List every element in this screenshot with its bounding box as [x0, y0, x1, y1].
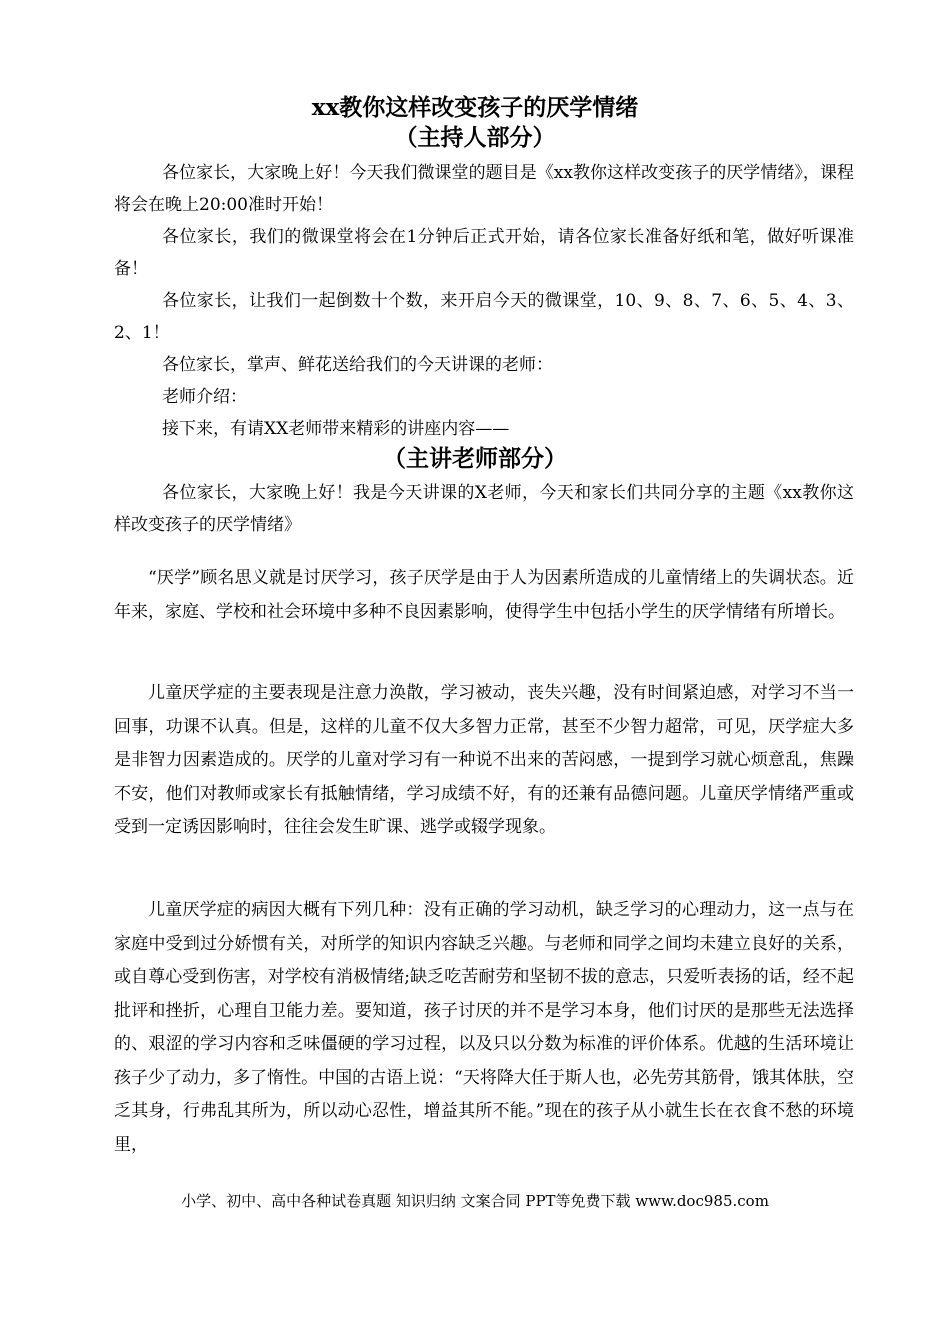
- document-title: xx教你这样改变孩子的厌学情绪: [311, 94, 639, 121]
- body-paragraph: 儿童厌学症的病因大概有下列几种：没有正确的学习动机，缺乏学习的心理动力，这一点与在家庭中受到过分娇惯有关，对所学的知识内容缺乏兴趣。与老师和同学之间均未建立良好的关系，或自尊心受到伤害，对学校有消极情绪;缺乏吃苦耐劳和坚韧不拔的意志，只爱听表扬的话，经不起批评和挫折，心理自卫能力差。要知道，孩子讨厌的并不是学习本身，他们讨厌的是那些无法选择的、艰涩的学习内容和乏味僵硬的学习过程，以及只以分数为标准的评价体系。优越的生活环境让孩子少了动力，多了惰性。中国的古语上说：“天将降大任于斯人也，必先劳其筋骨，饿其体肤，空乏其身，行弗乱其所为，所以动心忍性，增益其所不能。”现在的孩子从小就生长在衣食不愁的环境里，: [114, 900, 854, 1155]
- host-paragraph: 接下来，有请XX老师带来精彩的讲座内容——: [162, 419, 510, 439]
- host-paragraph: 各位家长，我们的微课堂将会在1分钟后正式开始，请各位家长准备好纸和笔，做好听课准备！: [114, 227, 854, 279]
- body-paragraph: “厌学”顾名思义就是讨厌学习，孩子厌学是由于人为因素所造成的儿童情绪上的失调状态。近年来，家庭、学校和社会环境中多种不良因素影响，使得学生中包括小学生的厌学情绪有所增长。: [114, 568, 854, 622]
- teacher-section-heading: （主讲老师部分）: [383, 445, 567, 472]
- host-paragraph: 各位家长，让我们一起倒数十个数，来开启今天的微课堂，10、9、8、7、6、5、4、3、2、1！: [114, 291, 854, 343]
- host-paragraph: 各位家长，大家晚上好！今天我们微课堂的题目是《xx教你这样改变孩子的厌学情绪》，课程将会在晚上20:00准时开始！: [114, 163, 854, 215]
- host-section-heading: （主持人部分）: [394, 124, 556, 151]
- page-footer: 小学、初中、高中各种试卷真题 知识归纳 文案合同 PPT等免费下载 www.doc985.com: [181, 1192, 769, 1210]
- teacher-intro-paragraph: 各位家长，大家晚上好！我是今天讲课的X老师，今天和家长们共同分享的主题《xx教你这样改变孩子的厌学情绪》: [114, 483, 854, 535]
- host-paragraph: 各位家长，掌声、鲜花送给我们的今天讲课的老师：: [162, 355, 553, 375]
- host-paragraph: 老师介绍：: [162, 387, 247, 407]
- body-paragraph: 儿童厌学症的主要表现是注意力涣散，学习被动，丧失兴趣，没有时间紧迫感，对学习不当一回事，功课不认真。但是，这样的儿童不仅大多智力正常，甚至不少智力超常，可见，厌学症大多是非智力因素造成的。厌学的儿童对学习有一种说不出来的苦闷感，一提到学习就心烦意乱，焦躁不安，他们对教师或家长有抵触情绪，学习成绩不好，有的还兼有品德问题。儿童厌学情绪严重或受到一定诱因影响时，往往会发生旷课、逃学或辍学现象。: [114, 683, 854, 837]
